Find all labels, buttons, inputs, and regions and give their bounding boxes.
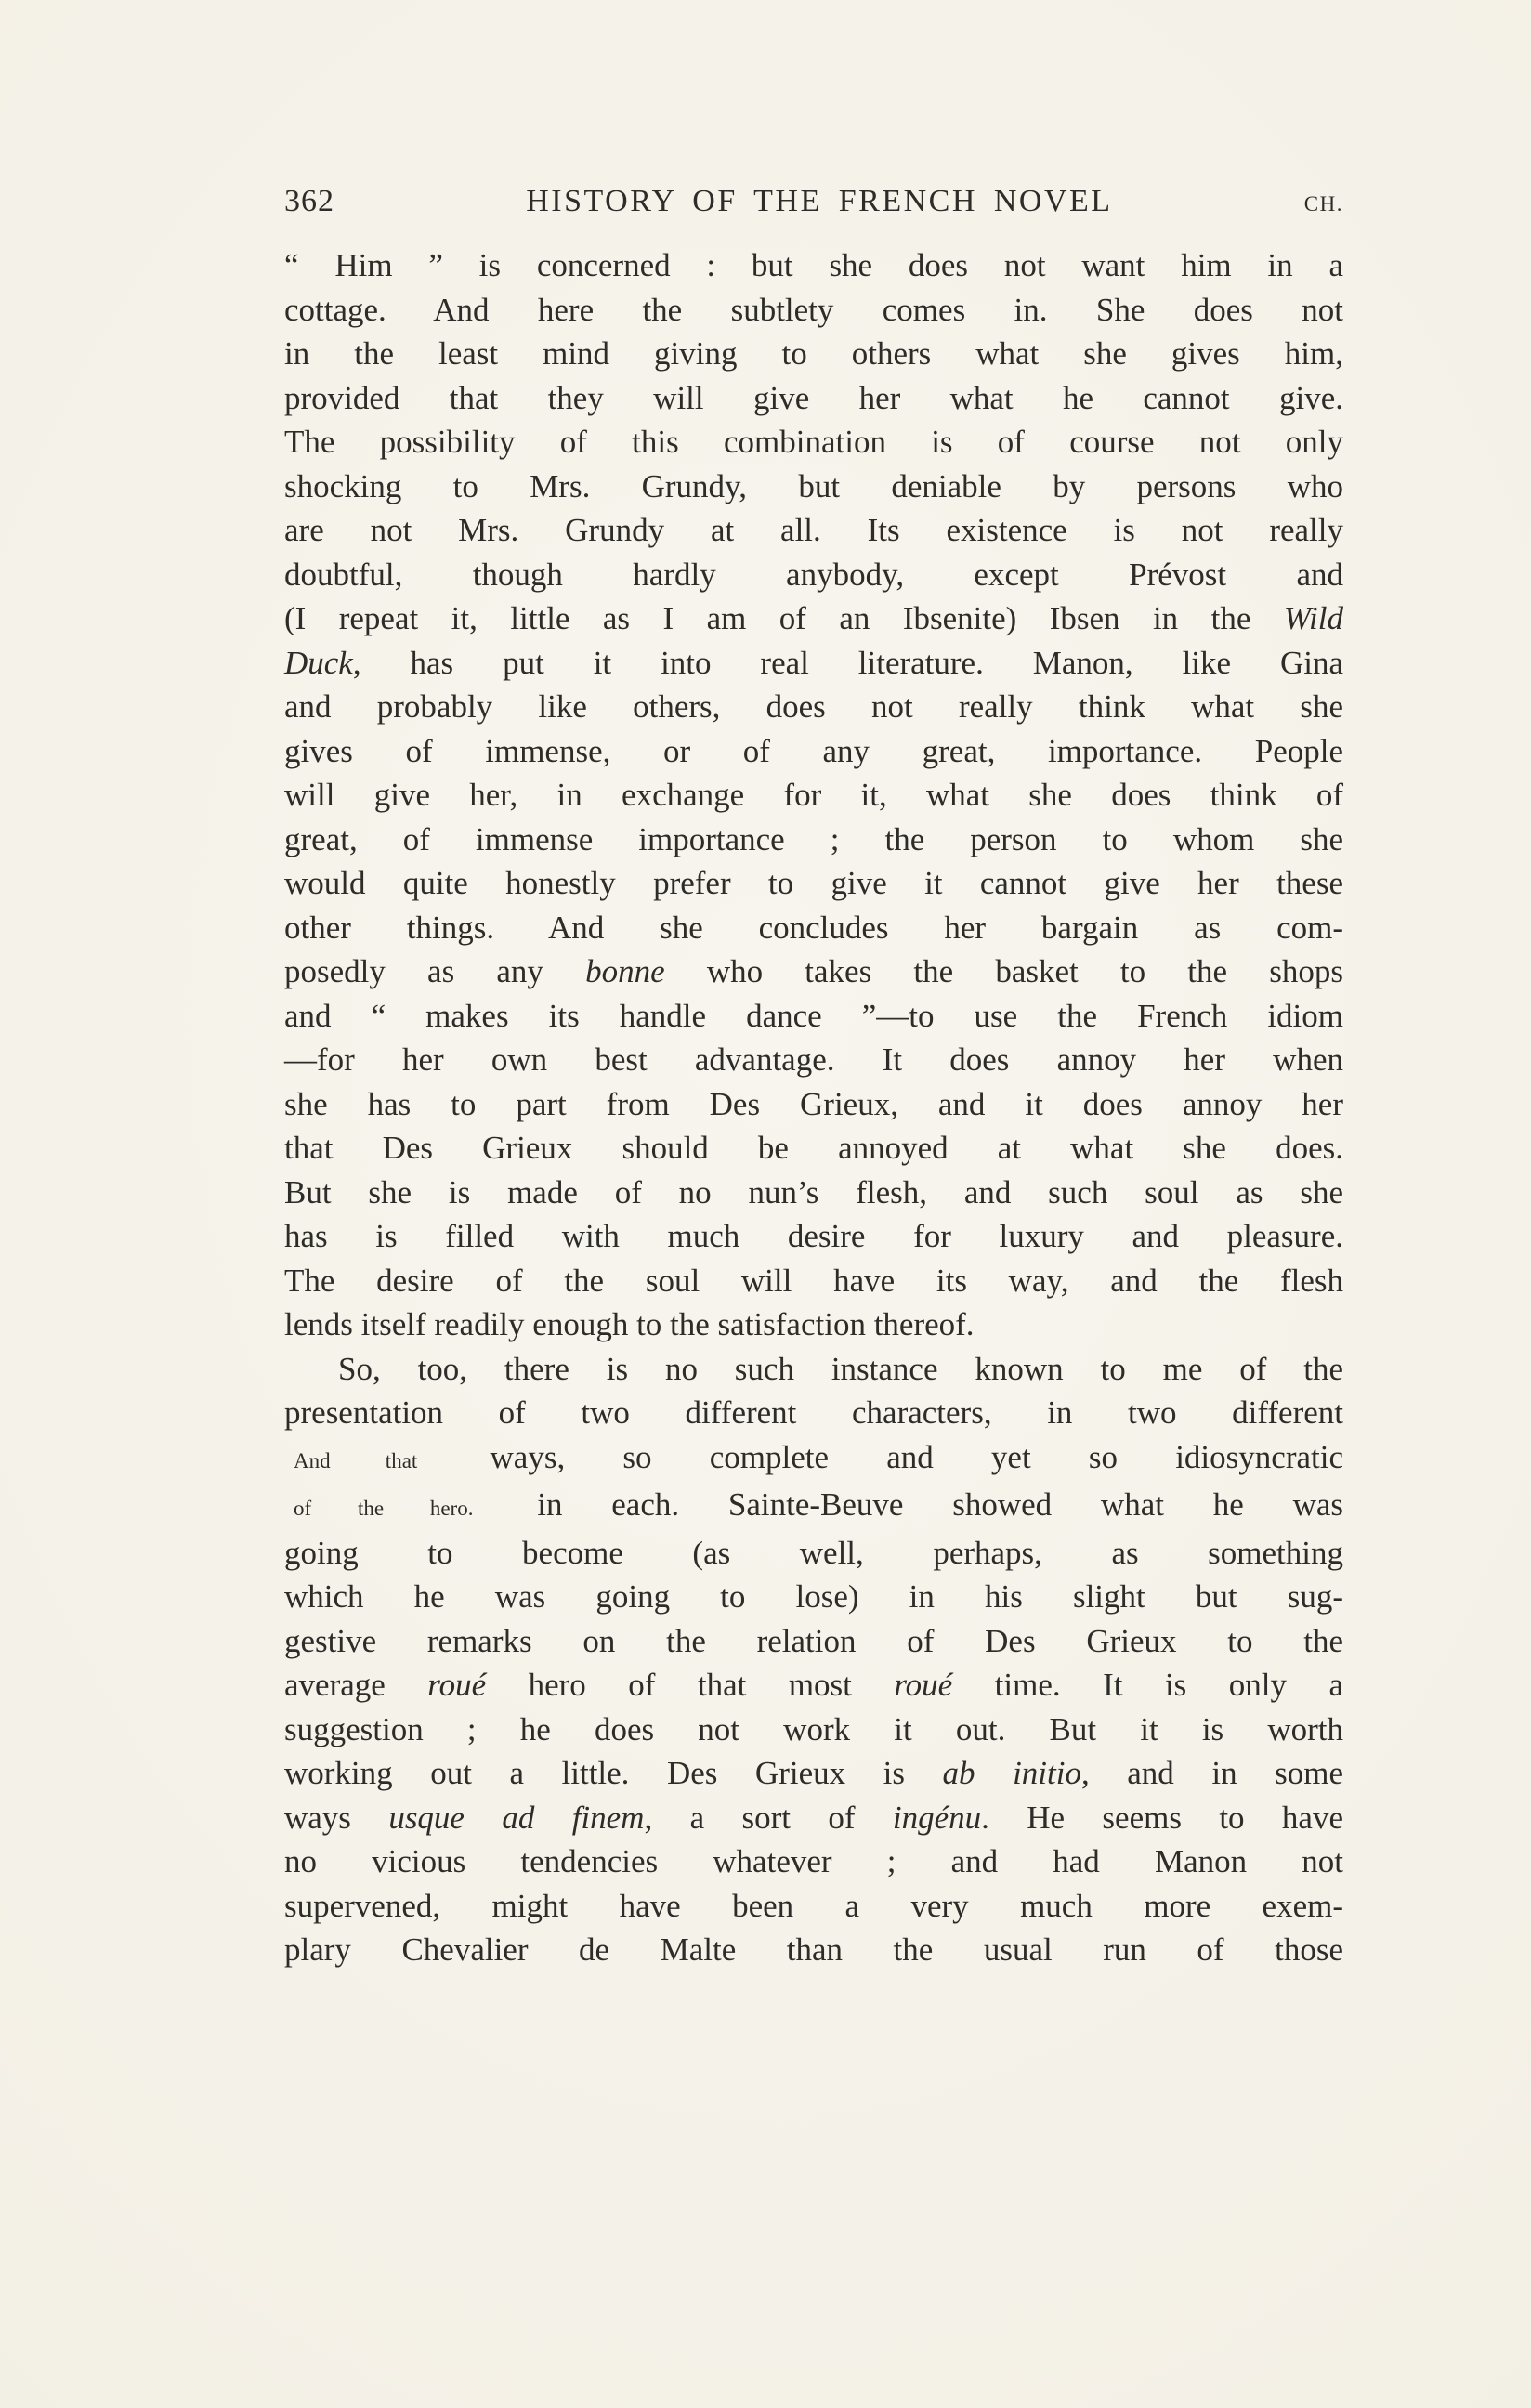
italic-text: Duck — [284, 644, 353, 681]
text-segment: would quite honestly prefer to give it cannot give her these — [284, 865, 1343, 901]
italic-text: Wild — [1283, 600, 1343, 636]
text-segment: in each. Sainte-Beuve showed what he was — [488, 1486, 1343, 1523]
text-segment: “ Him ” is concerned : but she does not want him in a — [284, 247, 1343, 283]
text-segment: presentation of two different characters, in two different — [284, 1394, 1343, 1431]
text-segment: and probably like others, does not really think what she — [284, 688, 1343, 725]
text-segment: plary Chevalier de Malte than the usual run of those — [284, 1931, 1343, 1968]
text-line — [284, 420, 1343, 465]
text-line — [284, 773, 1343, 818]
text-segment: , a sort of — [644, 1799, 893, 1836]
text-segment: ways — [284, 1799, 389, 1836]
text-segment: gestive remarks on the relation of Des Grieux to the — [284, 1622, 1343, 1659]
text-segment: The desire of the soul will have its way, and the flesh — [284, 1262, 1343, 1299]
text-segment: So, too, there is no such instance known to me of the — [338, 1350, 1343, 1387]
text-segment: cottage. And here the subtlety comes in. She does not — [284, 291, 1343, 328]
page-header — [284, 184, 1343, 219]
text-segment: will give her, in exchange for it, what she does think of — [284, 777, 1343, 813]
italic-text: bonne — [585, 953, 665, 989]
text-line — [284, 861, 1343, 906]
text-segment: gives of immense, or of any great, importance. People — [284, 732, 1343, 769]
text-line — [284, 1751, 1343, 1796]
text-segment: —for her own best advantage. It does annoy her when — [284, 1041, 1343, 1078]
text-segment: doubtful, though hardly anybody, except Prévost and — [284, 556, 1343, 593]
text-line — [284, 332, 1343, 376]
italic-text: usque ad finem — [388, 1799, 645, 1836]
running-title: HISTORY OF THE FRENCH NOVEL — [526, 184, 1113, 218]
text-line — [284, 553, 1343, 597]
text-segment: going to become (as well, perhaps, as something — [284, 1534, 1343, 1571]
page-number: 362 — [284, 184, 334, 218]
text-segment: . He seems to have — [981, 1799, 1343, 1836]
text-segment: which he was going to lose) in his slight but sug- — [284, 1578, 1343, 1615]
text-line — [284, 1619, 1343, 1664]
text-segment: supervened, might have been a very much more exem- — [284, 1887, 1343, 1924]
text-line — [284, 1531, 1343, 1576]
text-line — [284, 508, 1343, 553]
text-segment: are not Mrs. Grundy at all. Its existence is not really — [284, 512, 1343, 548]
text-line — [284, 729, 1343, 774]
chapter-label: CH. — [1303, 192, 1343, 216]
text-segment: she has to part from Des Grieux, and it does annoy her — [284, 1085, 1343, 1122]
text-line — [284, 288, 1343, 333]
text-segment: other things. And she concludes her bargain as com- — [284, 909, 1343, 946]
text-segment: suggestion ; he does not work it out. But it is worth — [284, 1710, 1343, 1747]
text-line — [284, 1663, 1343, 1708]
text-line — [284, 1214, 1343, 1259]
text-segment: The possibility of this combination is of course not only — [284, 424, 1343, 460]
italic-text: ab initio — [942, 1755, 1081, 1791]
text-segment: lends itself readily enough to the satisfaction thereof. — [284, 1306, 975, 1342]
text-segment: But she is made of no nun’s flesh, and such soul as she — [284, 1173, 1343, 1211]
text-segment: hero of that most — [486, 1667, 895, 1703]
text-line — [284, 1435, 1343, 1484]
text-line — [284, 376, 1343, 421]
text-line — [284, 1347, 1343, 1392]
text-line — [284, 465, 1343, 509]
text-segment: provided that they will give her what he cannot give. — [284, 379, 1343, 416]
text-segment: working out a little. Des Grieux is — [284, 1755, 943, 1791]
text-segment: , and in some — [1080, 1755, 1343, 1791]
text-line — [284, 243, 1343, 288]
italic-text: roué — [427, 1667, 487, 1703]
text-line — [284, 1082, 1343, 1127]
margin-note: of the hero. — [294, 1497, 474, 1520]
text-line — [284, 994, 1343, 1039]
text-line — [284, 1839, 1343, 1884]
page-body — [284, 243, 1343, 1972]
text-line — [284, 906, 1343, 950]
text-line — [284, 596, 1343, 641]
text-line — [284, 1928, 1343, 1972]
text-line — [284, 1038, 1343, 1082]
text-line — [284, 1302, 1343, 1347]
text-line — [284, 1575, 1343, 1619]
text-segment: that Des Grieux should be annoyed at what she does. — [284, 1130, 1343, 1166]
text-line — [284, 1708, 1343, 1752]
text-line — [284, 1171, 1343, 1215]
text-segment: great, of immense importance ; the person to whom she — [284, 820, 1343, 857]
text-line — [284, 1391, 1343, 1435]
text-segment: has is filled with much desire for luxury and pleasure. — [284, 1218, 1343, 1254]
italic-text: ingénu — [892, 1799, 982, 1836]
text-line — [284, 685, 1343, 729]
text-segment: shocking to Mrs. Grundy, but deniable by persons who — [284, 467, 1343, 504]
text-line — [284, 1884, 1343, 1929]
text-line — [284, 1126, 1343, 1171]
text-line — [284, 641, 1343, 686]
text-line — [284, 1259, 1343, 1303]
text-segment: , has put it into real literature. Manon, like Gina — [352, 644, 1343, 681]
text-line — [284, 818, 1343, 862]
text-segment: and “ makes its handle dance ”—to use the French idiom — [284, 997, 1343, 1034]
text-segment: (I repeat it, little as I am of an Ibsenite) Ibsen in the — [284, 600, 1284, 636]
italic-text: roué — [894, 1667, 953, 1703]
text-line — [284, 1483, 1343, 1531]
text-segment: posedly as any — [284, 953, 586, 989]
text-segment: in the least mind giving to others what she gives him, — [284, 335, 1343, 372]
text-segment: average — [284, 1667, 428, 1703]
text-segment: who takes the basket to the shops — [664, 953, 1343, 989]
text-segment: no vicious tendencies whatever ; and had Manon not — [284, 1843, 1343, 1879]
text-segment: ways, so complete and yet so idiosyncratic — [432, 1438, 1343, 1475]
text-line — [284, 1796, 1343, 1840]
text-line — [284, 949, 1343, 994]
text-segment: time. It is only a — [952, 1667, 1343, 1703]
margin-note: And that — [294, 1448, 418, 1472]
